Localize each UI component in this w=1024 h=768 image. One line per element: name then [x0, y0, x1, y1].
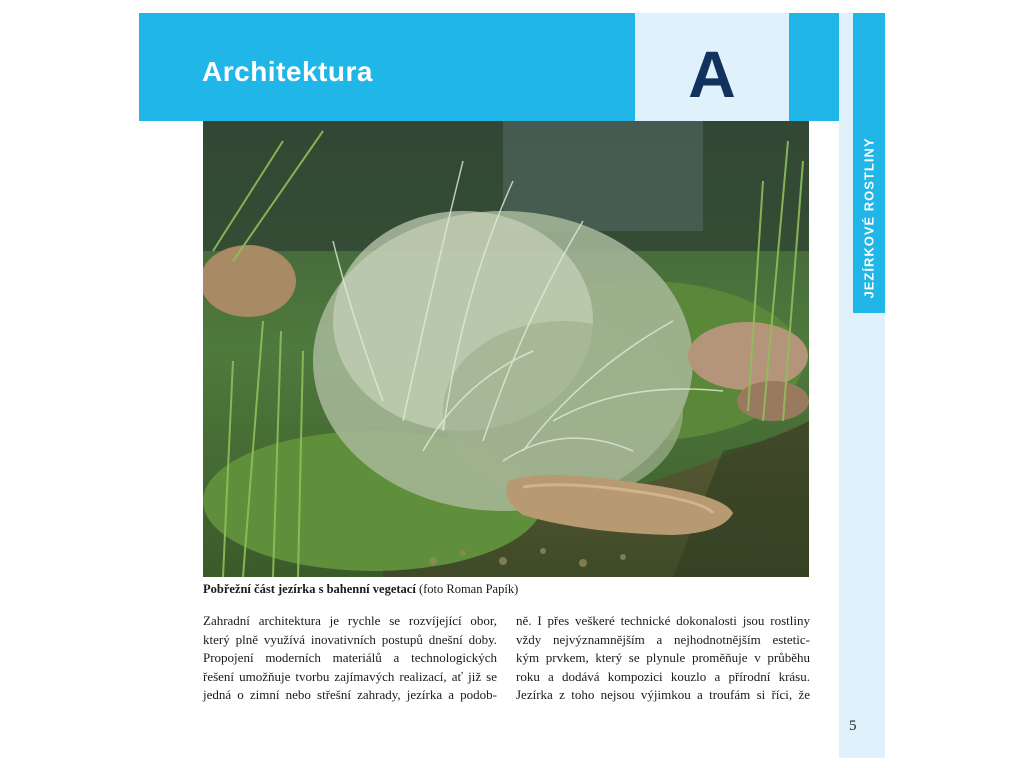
- caption-bold: Pobřežní část jezírka s bahenní vegetací: [203, 582, 416, 596]
- pond-vegetation-photo: [203, 121, 809, 577]
- chapter-tab-label: JEZÍRKOVÉ ROSTLINY: [861, 137, 877, 299]
- body-line: kým prvkem, který se plynule proměňuje v průběhu: [516, 650, 810, 665]
- page-number: 5: [849, 718, 857, 734]
- body-line: řešení umožňuje tvorbu zajímavých realizací, ať již se: [203, 668, 497, 684]
- body-line: Jezírka z toho nejsou výjimkou a troufám si říci, že: [516, 687, 810, 702]
- body-text-left-column: [203, 612, 497, 705]
- body-line: vždy nejvýznamnějším a nejhodnotnějším estetic-: [516, 631, 810, 647]
- photo-caption: [203, 582, 809, 597]
- photo-illustration: [203, 121, 809, 577]
- section-title: Architektura: [202, 56, 373, 87]
- body-line: který plně využívá inovativních postupů dnešní doby.: [203, 631, 497, 647]
- body-line: ně. I přes veškeré technické dokonalosti jsou rostliny: [516, 613, 810, 628]
- body-line: roku a dodává kompozici kouzlo a přírodní krásu.: [516, 668, 810, 684]
- body-line: Zahradní architektura je rychle se rozvíjející obor,: [203, 613, 497, 628]
- section-letter-box: [635, 13, 789, 131]
- caption-credit: (foto Roman Papík): [415, 582, 519, 596]
- body-line: jedná o zimní nebo střešní zahrady, jezírka a podob-: [203, 687, 497, 702]
- section-letter: A: [688, 37, 736, 111]
- body-line: Propojení moderních materiálů a technologických: [203, 650, 497, 665]
- body-text-right-column: [516, 612, 810, 705]
